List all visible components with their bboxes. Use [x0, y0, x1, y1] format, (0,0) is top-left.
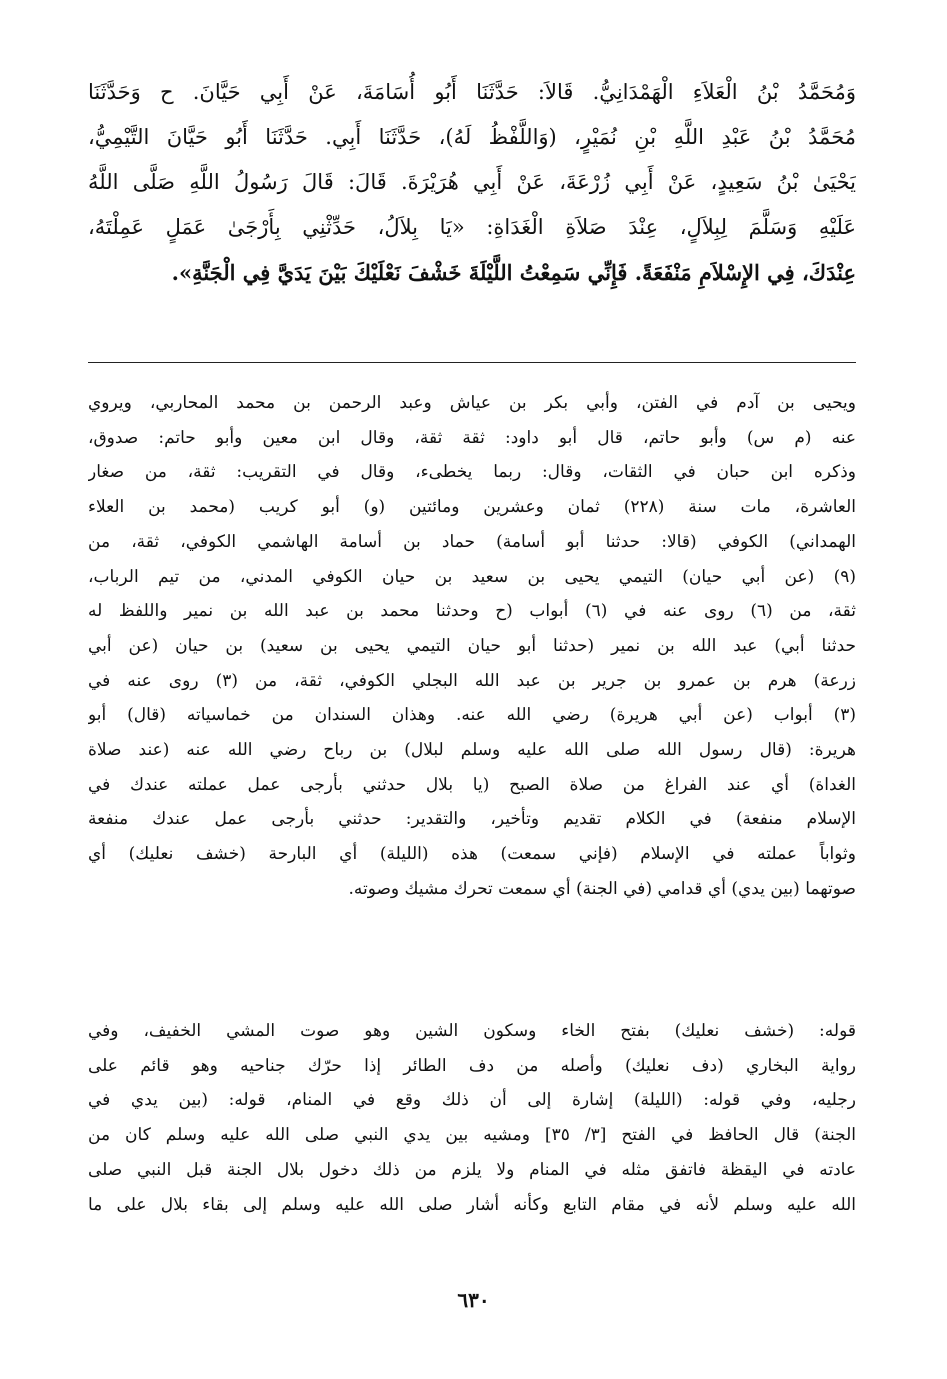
note-line: رجليه، وفي قوله: (الليلة) إشارة إلى أن ذلك وقع في المنام، قوله: (بين يدي في: [88, 1090, 856, 1111]
page-number: ٦٣٠: [457, 1288, 490, 1312]
commentary-line: العاشرة، مات سنة (٢٢٨) ثمان وعشرين ومائتين (و) أبو كريب (محمد بن العلاء: [88, 497, 856, 518]
section-divider: [88, 362, 856, 363]
commentary-line: الهمداني) الكوفي (قالا: حدثنا أبو أسامة) حماد بن أسامة الهاشمي الكوفي، ثقة، من: [88, 531, 856, 552]
commentary-line: هريرة: (قال رسول الله صلى الله عليه وسلم لبلال) بن رباح رضي الله عنه (عند صلاة: [88, 740, 856, 761]
note-line: الجنة) قال الحافظ في الفتح [٣/ ٣٥] ومشيه بين يدي النبي صلى الله عليه وسلم كان من: [88, 1125, 856, 1146]
note-line: قوله: (خشف نعليك) بفتح الخاء وسكون الشين وهو صوت المشي الخفيف، وفي: [88, 1021, 856, 1041]
hadith-line: عَلَيْهِ وَسَلَّمَ لِبِلاَلٍ، عِنْدَ صَلاَةِ الْغَدَاةِ: «يَا بِلاَلُ، حَدِّثْنِي بِأَرْجَىٰ عَمَلٍ عَمِلْتَهُ،: [88, 215, 856, 239]
note-line: الله عليه وسلم لأنه في مقام التابع وكأنه أشار صلى الله عليه وسلم إلى بقاء بلال على ما: [88, 1194, 856, 1215]
commentary-line: ويحيى بن آدم في الفتن، وأبي بكر بن عياش وعبد الرحمن بن محمد المحاربي، ويروي: [88, 393, 856, 413]
commentary-line: وذكره ابن حبان في الثقات، وقال: ربما يخطىء، وقال في التقريب: ثقة، من صغار: [88, 462, 856, 483]
hadith-line: عِنْدَكَ، فِي الإِسْلاَمِ مَنْفَعَةً. فَإِنِّي سَمِعْتُ اللَّيْلَةَ خَشْفَ نَعْلَيْكَ بَيْنَ يَدَيَّ فِي الْجَنَّةِ».: [171, 260, 856, 285]
commentary-line: الإسلام منفعة) في الكلام تقديم وتأخير، والتقدير: حدثني بأرجى عمل عندك منفعة: [88, 809, 856, 830]
hadith-line: وَمُحَمَّدُ بْنُ الْعَلاَءِ الْهَمْدَانِيُّ. قَالاَ: حَدَّثَنَا أَبُو أُسَامَةَ، عَنْ أَبِي حَيَّانَ. ح وَحَدَّثَنَا: [88, 80, 856, 104]
note-line: عادته في اليقظة فاتفق مثله في المنام ولا يلزم من ذلك دخول بلال الجنة قبل النبي صلى: [88, 1159, 856, 1180]
hadith-line: مُحَمَّدُ بْنُ عَبْدِ اللَّهِ بْنِ نُمَيْرٍ، (وَاللَّفْظُ لَهُ)، حَدَّثَنَا أَبِي. حَدَّثَنَا أَبُو حَيَّانَ التَّيْمِيُّ،: [88, 125, 856, 149]
commentary-line: (٩) (عن أبي حيان) التيمي يحيى بن سعيد بن حيان الكوفي المدني، من تيم الرباب،: [88, 566, 856, 587]
hadith-text: [88, 70, 856, 295]
commentary-line: عنه (م س) وأبو حاتم، قال أبو داود: ثقة ثقة، وقال ابن معين وأبو حاتم: صدوق،: [88, 427, 856, 448]
commentary-line: حدثنا أبي) عبد الله بن نمير (حدثنا أبو حيان التيمي يحيى بن سعيد) بن حيان (عن أبي: [88, 635, 856, 656]
note-block: [88, 1014, 856, 1222]
commentary-line: الغداة) أي عند الفراغ من صلاة الصبح (يا بلال حدثني بأرجى عمل عملته عندك في: [88, 774, 856, 795]
commentary-block: [88, 386, 856, 907]
hadith-line: يَحْيَىٰ بْنُ سَعِيدٍ، عَنْ أَبِي زُرْعَةَ، عَنْ أَبِي هُرَيْرَةَ. قَالَ: قَالَ رَسُولُ اللَّهِ صَلَّى اللَّهُ: [88, 170, 856, 194]
note-line: رواية البخاري (دف نعليك) وأصله من دف الطائر إذا حرّك جناحيه وهو قائم على: [88, 1055, 856, 1076]
commentary-line: صوتهما (بين يدي) أي قدامي (في الجنة) أي سمعت تحرك مشيك وصوته.: [348, 878, 856, 899]
commentary-line: (٣) أبواب (عن أبي هريرة) رضي الله عنه. وهذان السندان من خماسياته (قال) أبو: [88, 705, 856, 726]
page-body: [88, 70, 856, 295]
commentary-line: زرعة) هرم بن عمرو بن جرير بن عبد الله البجلي الكوفي، ثقة، من (٣) روى عنه في: [88, 670, 856, 691]
commentary-line: وثواباً عملته في الإسلام (فإني سمعت) هذه (الليلة) أي البارحة (خشف نعليك) أي: [88, 844, 856, 865]
commentary-line: ثقة، من (٦) روى عنه في (٦) أبواب (ح وحدثنا محمد بن عبد الله بن نمير واللفظ له: [88, 601, 856, 622]
